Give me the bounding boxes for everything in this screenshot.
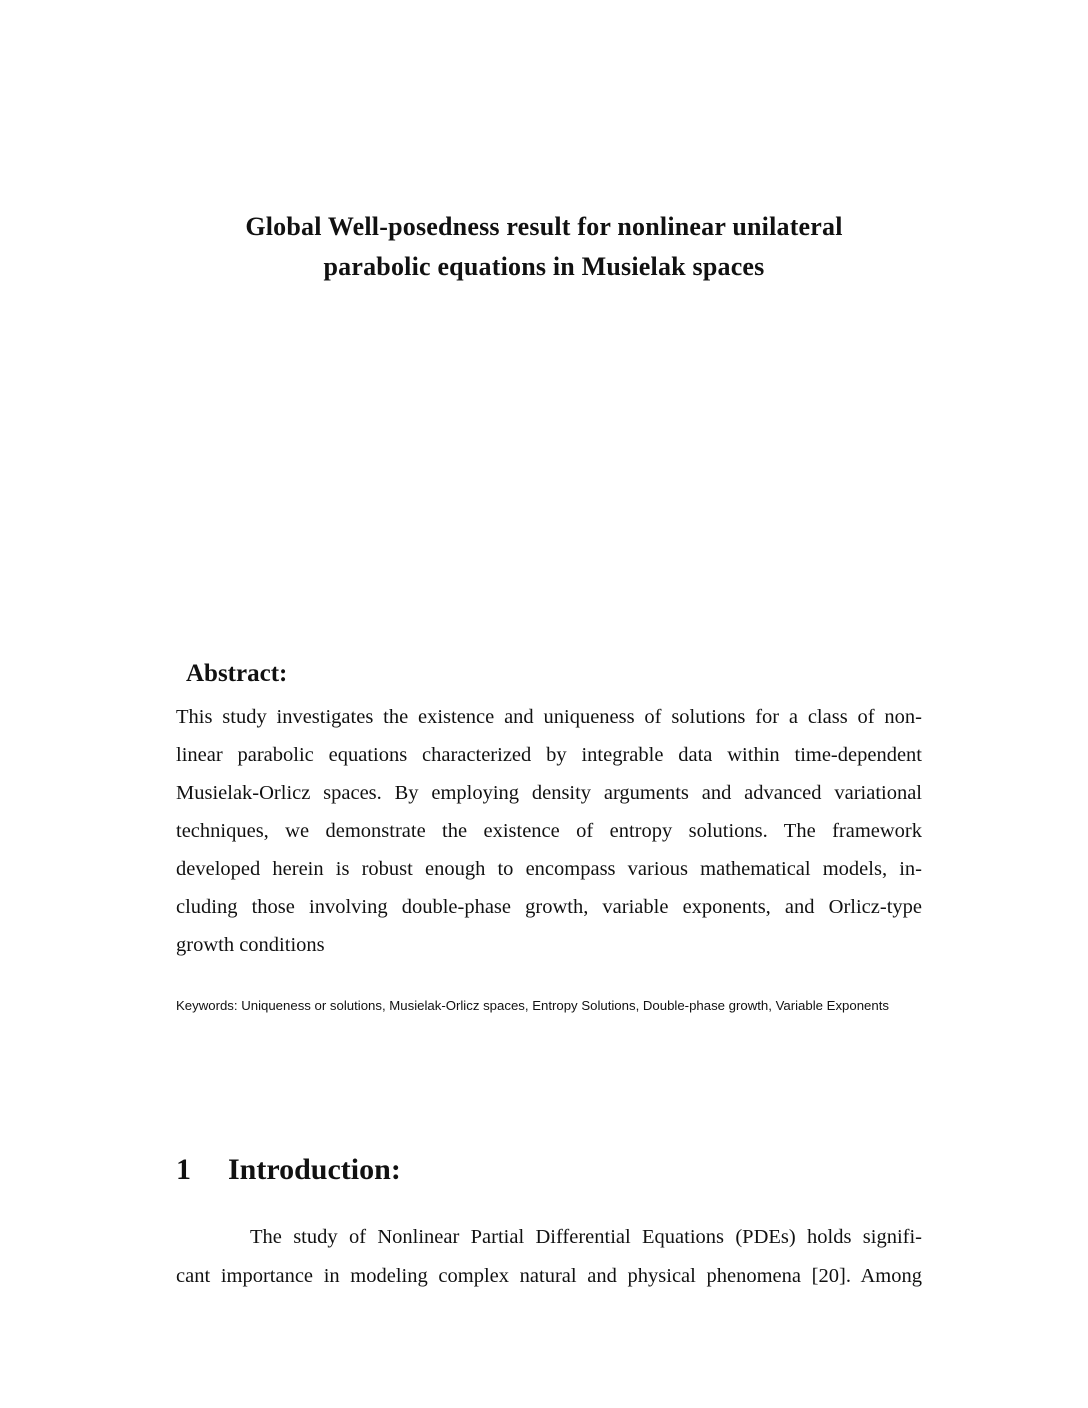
abstract-line: This study investigates the existence and uniqueness of solutions for a class of non- [176, 706, 922, 728]
intro-line: The study of Nonlinear Partial Differential Equations (PDEs) holds signifi- [250, 1226, 922, 1248]
abstract-line: developed herein is robust enough to encompass various mathematical models, in- [176, 858, 922, 880]
abstract-line: cluding those involving double-phase growth, variable exponents, and Orlicz-type [176, 896, 922, 918]
keywords: Keywords: Uniqueness or solutions, Musielak-Orlicz spaces, Entropy Solutions, Double-phase growth, Variable Exponents [176, 998, 889, 1013]
section-number: 1 [176, 1153, 191, 1186]
abstract-line: growth conditions [176, 934, 325, 956]
paper-title-line-2: parabolic equations in Musielak spaces [323, 252, 765, 281]
abstract-line: techniques, we demonstrate the existence of entropy solutions. The framework [176, 820, 922, 842]
abstract-heading: Abstract: [186, 660, 288, 687]
abstract-line: linear parabolic equations characterized by integrable data within time-dependent [176, 744, 922, 766]
paper-title-line-1: Global Well-posedness result for nonlinear unilateral [245, 212, 843, 241]
abstract-line: Musielak-Orlicz spaces. By employing density arguments and advanced variational [176, 782, 922, 804]
section-heading [176, 1153, 401, 1187]
section-title: Introduction: [228, 1153, 401, 1186]
intro-line: cant importance in modeling complex natural and physical phenomena [20]. Among [176, 1265, 922, 1287]
